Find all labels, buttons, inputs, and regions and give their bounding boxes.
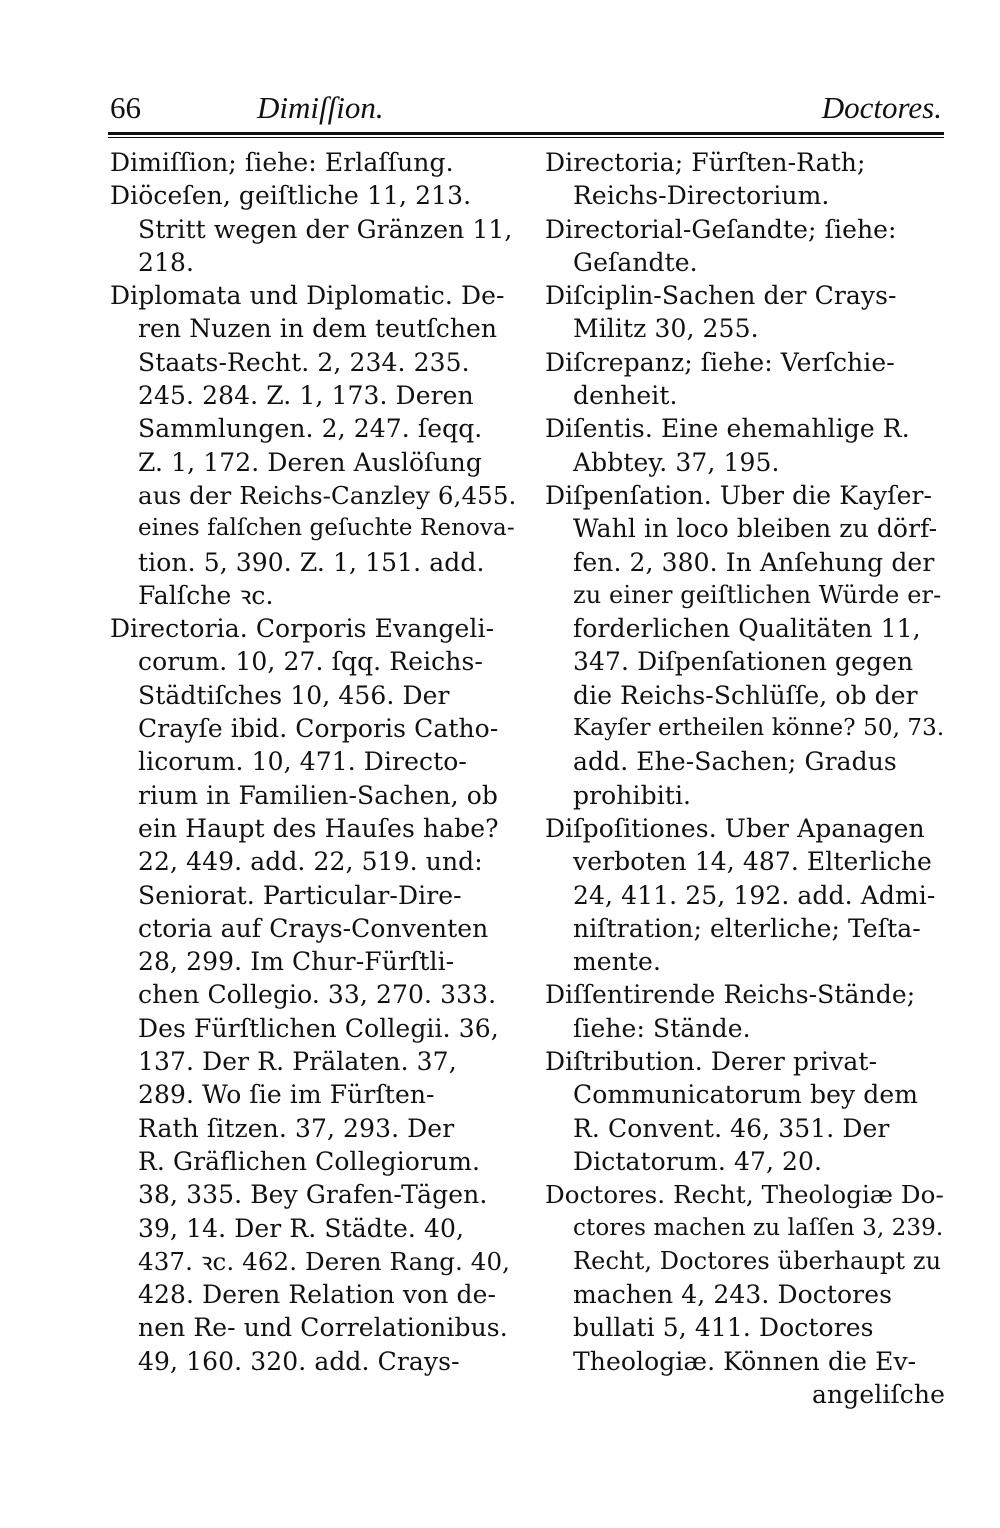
- left-column-line: nen Re- und Correlationibus.: [138, 1313, 508, 1343]
- right-column-line: die Reichs-Schlüſſe, ob der: [573, 680, 918, 710]
- right-column-line: mente.: [573, 947, 661, 977]
- right-column-lines: [545, 146, 945, 1378]
- left-column-line: Dimiſſion; ſiehe: Erlaſſung.: [110, 148, 454, 177]
- right-column-line: Reichs-Directorium.: [573, 181, 830, 211]
- left-column-line: 22, 449. add. 22, 519. und:: [138, 847, 483, 877]
- left-column-line: Stritt wegen der Gränzen 11,: [138, 214, 513, 244]
- left-column-line: Directoria. Corporis Evangeli-: [110, 614, 495, 644]
- right-column-line: 347. Diſpenſationen gegen: [573, 647, 914, 677]
- left-column-line: 437. ꝛc. 462. Deren Rang. 40,: [138, 1246, 511, 1276]
- right-column-line: ſiehe: Stände.: [573, 1013, 751, 1043]
- left-column-line: Staats-Recht. 2, 234. 235.: [138, 347, 470, 377]
- right-column-line: Directoria; Fürſten-Rath;: [545, 148, 866, 177]
- right-column-line: denheit.: [573, 381, 678, 411]
- right-column-line: Communicatorum bey dem: [573, 1080, 919, 1110]
- right-column-line: Diſpoſitiones. Uber Apanagen: [545, 813, 925, 843]
- left-column-line: ein Haupt des Hauſes habe?: [138, 813, 499, 843]
- right-column-line: Geſandte.: [573, 247, 698, 277]
- right-column-line: machen 4, 243. Doctores: [573, 1280, 893, 1310]
- running-header: [110, 90, 942, 130]
- left-column-line: Diöceſen, geiſtliche 11, 213.: [110, 181, 472, 211]
- right-column-line: Directorial-Geſandte; ſiehe:: [545, 214, 897, 244]
- left-column-line: Des Fürſtlichen Collegii. 36,: [138, 1013, 499, 1043]
- left-column-line: Diplomata und Diplomatic. De-: [110, 281, 505, 311]
- left-column-line: 289. Wo ſie im Fürſten-: [138, 1080, 435, 1110]
- right-column-line: Dictatorum. 47, 20.: [573, 1146, 823, 1176]
- right-column-line: Kayſer ertheilen könne? 50, 73.: [573, 715, 945, 742]
- left-column-line: Seniorat. Particular-Dire-: [138, 880, 462, 910]
- left-column-line: R. Gräflichen Collegiorum.: [138, 1146, 481, 1176]
- left-column-line: Städtiſches 10, 456. Der: [138, 680, 450, 710]
- left-column-line: 39, 14. Der R. Städte. 40,: [138, 1213, 465, 1243]
- right-column-line: zu einer geiſtlichen Würde er-: [573, 580, 942, 609]
- right-running-headword: Doctores.: [821, 90, 942, 125]
- left-column-line: rium in Familien-Sachen, ob: [138, 780, 499, 810]
- right-column-line: forderlichen Qualitäten 11,: [573, 614, 921, 644]
- right-column-line: Diſſentirende Reichs-Stände;: [545, 980, 916, 1010]
- right-column-line: prohibiti.: [573, 780, 692, 810]
- left-column-line: Falſche ꝛc.: [138, 580, 274, 610]
- left-column-line: 38, 335. Bey Grafen-Tägen.: [138, 1180, 488, 1210]
- right-column-line: bullati 5, 411. Doctores: [573, 1313, 874, 1343]
- left-column-line: ren Nuzen in dem teutſchen: [138, 314, 498, 344]
- left-running-headword: Dimiſſion.: [257, 90, 384, 125]
- right-column-line: Diſentis. Eine ehemahlige R.: [545, 414, 910, 444]
- right-column-line: Diſtribution. Derer privat-: [545, 1047, 878, 1077]
- left-column-line: Sammlungen. 2, 247. ſeqq.: [138, 414, 483, 444]
- left-column-line: corum. 10, 27. ſqq. Reichs-: [138, 647, 483, 677]
- right-column-line: ctores machen zu laſſen 3, 239.: [573, 1214, 944, 1241]
- right-column-line: Recht, Doctores überhaupt zu: [573, 1246, 942, 1275]
- left-column-line: ctoria auf Crays-Conventen: [138, 913, 489, 943]
- right-column-line: Diſcrepanz; ſiehe: Verſchie-: [545, 347, 895, 377]
- page-number: 66: [110, 90, 141, 125]
- right-column-line: Diſpenſation. Uber die Kayſer-: [545, 480, 933, 510]
- right-column-line: Militz 30, 255.: [573, 314, 759, 344]
- left-column-line: 245. 284. Z. 1, 173. Deren: [138, 381, 474, 411]
- right-column-line: fen. 2, 380. In Anſehung der: [573, 547, 935, 577]
- left-column-line: 49, 160. 320. add. Crays-: [138, 1346, 460, 1376]
- left-column-line: licorum. 10, 471. Directo-: [138, 747, 467, 777]
- left-column-line: Z. 1, 172. Deren Auslöſung: [138, 447, 482, 477]
- left-column-line: 137. Der R. Prälaten. 37,: [138, 1047, 457, 1077]
- left-column-line: chen Collegio. 33, 270. 333.: [138, 980, 497, 1010]
- left-column-line: tion. 5, 390. Z. 1, 151. add.: [138, 547, 485, 577]
- right-column-line: 24, 411. 25, 192. add. Admi-: [573, 880, 936, 910]
- right-column-line: Abbtey. 37, 195.: [573, 447, 780, 477]
- right-column-line: Theologiæ. Können die Ev-: [573, 1346, 917, 1376]
- right-column-line: Doctores. Recht, Theologiæ Do-: [545, 1180, 944, 1210]
- right-column: [545, 146, 945, 1411]
- left-column-line: eines falſchen geſuchte Renova-: [138, 515, 515, 542]
- catchword: angeliſche: [812, 1379, 945, 1409]
- left-column-line: Rath ſitzen. 37, 293. Der: [138, 1113, 455, 1143]
- left-column-line: 28, 299. Im Chur-Fürſtli-: [138, 947, 455, 977]
- right-column-line: Diſciplin-Sachen der Crays-: [545, 281, 897, 311]
- right-column-line: Wahl in loco bleiben zu dörf-: [573, 514, 938, 544]
- right-column-line: niſtration; elterliche; Teſta-: [573, 913, 921, 943]
- right-column-line: add. Ehe-Sachen; Gradus: [573, 747, 897, 777]
- left-column-line: Crayſe ibid. Corporis Catho-: [138, 714, 499, 744]
- left-column-line: 428. Deren Relation von de-: [138, 1280, 497, 1310]
- left-column-line: 218.: [138, 247, 195, 277]
- right-column-line: verboten 14, 487. Elterliche: [573, 847, 932, 877]
- right-column-line: R. Convent. 46, 351. Der: [573, 1113, 890, 1143]
- left-column-line: aus der Reichs-Canzley 6,455.: [138, 480, 517, 510]
- left-column: [110, 146, 516, 1378]
- header-rule: [108, 132, 944, 138]
